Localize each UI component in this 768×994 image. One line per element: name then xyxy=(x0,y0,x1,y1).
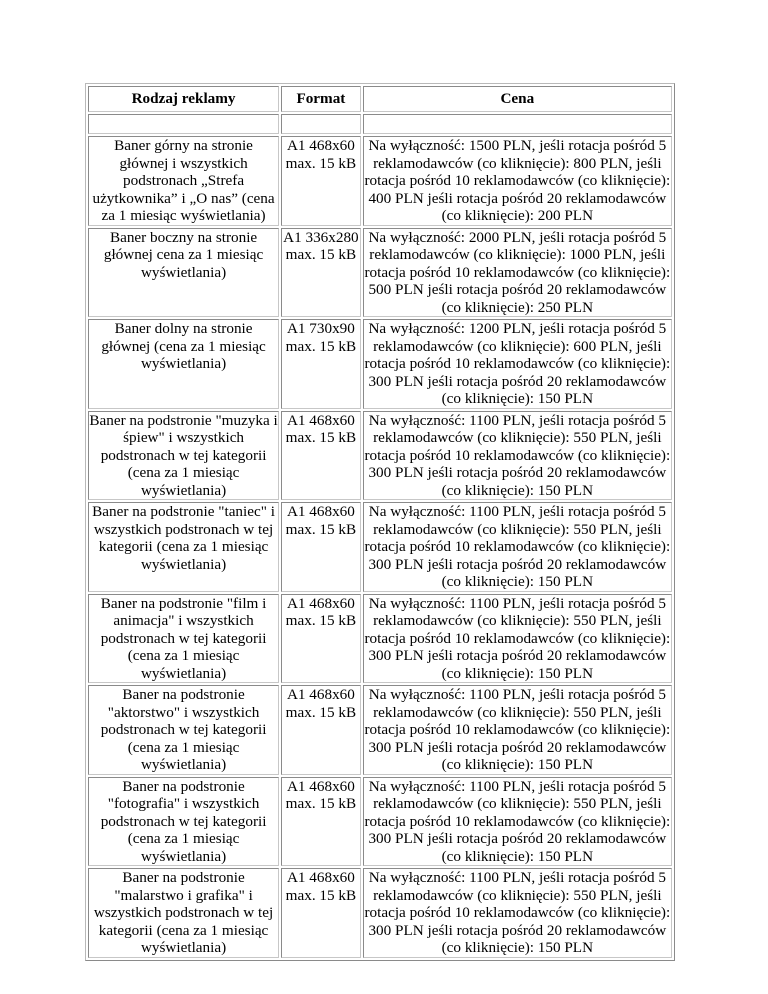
price-cell: Na wyłączność: 2000 PLN, jeśli rotacja pośród 5 reklamodawców (co kliknięcie): 1000 PLN, jeśli rotacja pośród 10 reklamodawców (co kliknięcie): 500 PLN jeśli rotacja pośród 20 reklamodawców (co kliknięcie): 250 PLN xyxy=(364,228,671,316)
price-cell: Na wyłączność: 1100 PLN, jeśli rotacja pośród 5 reklamodawców (co kliknięcie): 550 PLN, jeśli rotacja pośród 10 reklamodawców (co kliknięcie): 300 PLN jeśli rotacja pośród 20 reklamodawców (co kliknięcie): 150 PLN xyxy=(364,777,671,865)
ad-type-cell: Baner na podstronie "aktorstwo" i wszystkich podstronach w tej kategorii (cena za 1 miesiąc wyświetlania) xyxy=(88,685,279,775)
ad-type-cell: Baner na podstronie "malarstwo i grafika" i wszystkich podstronach w tej kategorii (cena za 1 miesiąc wyświetlania) xyxy=(88,868,279,958)
empty-cell xyxy=(363,114,672,134)
advertising-price-table xyxy=(85,83,675,961)
ad-type-cell: Baner na podstronie "muzyka i śpiew" i wszystkich podstronach w tej kategorii (cena za 1 miesiąc wyświetlania) xyxy=(89,411,278,499)
ad-type-cell: Baner górny na stronie głównej i wszystkich podstronach „Strefa użytkownika” i „O nas” (cena za 1 miesiąc wyświetlania) xyxy=(88,136,279,226)
table-row xyxy=(88,411,672,501)
format-cell: A1 336x280 max. 15 kB xyxy=(281,228,361,318)
table-row xyxy=(88,777,672,867)
empty-row xyxy=(88,114,672,134)
table-row xyxy=(88,228,672,318)
empty-cell xyxy=(88,114,279,134)
empty-cell xyxy=(281,114,361,134)
header-price: Cena xyxy=(363,86,672,112)
ad-type-cell: Baner boczny na stronie głównej cena za 1 miesiąc wyświetlania) xyxy=(88,228,279,318)
table-row xyxy=(88,594,672,684)
format-cell: A1 468x60 max. 15 kB xyxy=(281,868,361,958)
table-row xyxy=(88,685,672,775)
price-cell: Na wyłączność: 1200 PLN, jeśli rotacja pośród 5 reklamodawców (co kliknięcie): 600 PLN, jeśli rotacja pośród 10 reklamodawców (co kliknięcie): 300 PLN jeśli rotacja pośród 20 reklamodawców (co kliknięcie): 150 PLN xyxy=(364,320,671,407)
header-ad-type: Rodzaj reklamy xyxy=(88,86,279,112)
format-cell: A1 468x60 max. 15 kB xyxy=(281,594,361,684)
table-header-row xyxy=(88,86,672,112)
price-cell: Na wyłączność: 1500 PLN, jeśli rotacja pośród 5 reklamodawców (co kliknięcie): 800 PLN, jeśli rotacja pośród 10 reklamodawców (co kliknięcie): 400 PLN jeśli rotacja pośród 20 reklamodawców (co kliknięcie): 200 PLN xyxy=(364,137,671,224)
table-row xyxy=(88,502,672,592)
format-cell: A1 468x60 max. 15 kB xyxy=(281,411,361,501)
ad-type-cell: Baner na podstronie "taniec" i wszystkich podstronach w tej kategorii (cena za 1 miesiąc wyświetlania) xyxy=(88,502,279,592)
price-cell: Na wyłączność: 1100 PLN, jeśli rotacja pośród 5 reklamodawców (co kliknięcie): 550 PLN, jeśli rotacja pośród 10 reklamodawców (co kliknięcie): 300 PLN jeśli rotacja pośród 20 reklamodawców (co kliknięcie): 150 PLN xyxy=(364,411,671,499)
table-row xyxy=(88,136,672,226)
format-cell: A1 468x60 max. 15 kB xyxy=(281,685,361,775)
format-cell: A1 730x90 max. 15 kB xyxy=(281,319,361,409)
price-cell: Na wyłączność: 1100 PLN, jeśli rotacja pośród 5 reklamodawców (co kliknięcie): 550 PLN, jeśli rotacja pośród 10 reklamodawców (co kliknięcie): 300 PLN jeśli rotacja pośród 20 reklamodawców (co kliknięcie): 150 PLN xyxy=(364,869,671,956)
ad-type-cell: Baner na podstronie "fotografia" i wszystkich podstronach w tej kategorii (cena za 1 miesiąc wyświetlania) xyxy=(88,777,279,867)
format-cell: A1 468x60 max. 15 kB xyxy=(281,136,361,226)
price-cell: Na wyłączność: 1100 PLN, jeśli rotacja pośród 5 reklamodawców (co kliknięcie): 550 PLN, jeśli rotacja pośród 10 reklamodawców (co kliknięcie): 300 PLN jeśli rotacja pośród 20 reklamodawców (co kliknięcie): 150 PLN xyxy=(364,594,671,682)
ad-type-cell: Baner na podstronie "film i animacja" i wszystkich podstronach w tej kategorii (cena za 1 miesiąc wyświetlania) xyxy=(88,594,279,684)
price-cell: Na wyłączność: 1100 PLN, jeśli rotacja pośród 5 reklamodawców (co kliknięcie): 550 PLN, jeśli rotacja pośród 10 reklamodawców (co kliknięcie): 300 PLN jeśli rotacja pośród 20 reklamodawców (co kliknięcie): 150 PLN xyxy=(364,503,671,590)
price-cell: Na wyłączność: 1100 PLN, jeśli rotacja pośród 5 reklamodawców (co kliknięcie): 550 PLN, jeśli rotacja pośród 10 reklamodawców (co kliknięcie): 300 PLN jeśli rotacja pośród 20 reklamodawców (co kliknięcie): 150 PLN xyxy=(364,686,671,773)
table-row xyxy=(88,319,672,409)
format-cell: A1 468x60 max. 15 kB xyxy=(281,777,361,867)
ad-type-cell: Baner dolny na stronie głównej (cena za 1 miesiąc wyświetlania) xyxy=(88,319,279,409)
format-cell: A1 468x60 max. 15 kB xyxy=(281,502,361,592)
header-format: Format xyxy=(281,86,361,112)
table-row xyxy=(88,868,672,958)
